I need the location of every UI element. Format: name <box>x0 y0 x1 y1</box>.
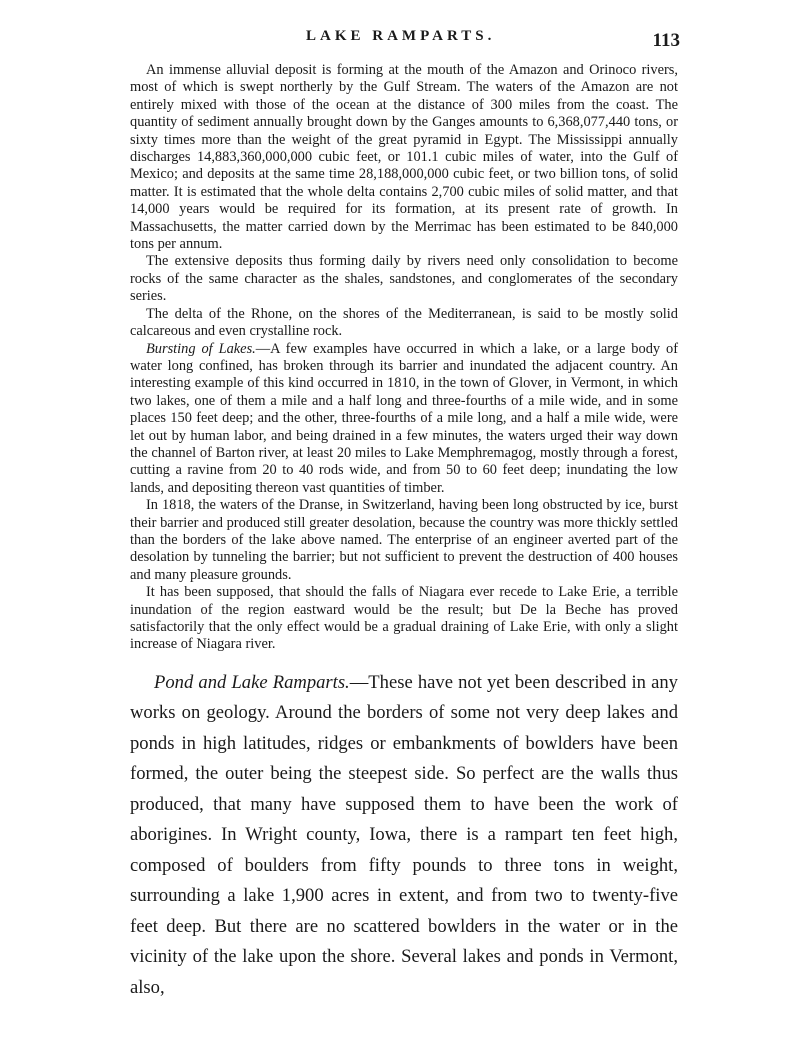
paragraph-rhone-delta: The delta of the Rhone, on the shores of the Mediterranean, is said to be mostly solid calcareous and even crystalline rock. <box>130 305 678 340</box>
paragraph-dranse: In 1818, the waters of the Dranse, in Switzerland, having been long obstructed by ice, burst their barrier and produced still greater desolation, because the country was more thickly settled than the borders of the lake above named. The enterprise of an engineer averted part of the desolation by tunneling the barrier; but not sufficient to prevent the destruction of 400 houses and many pleasure grounds. <box>130 497 678 583</box>
section-heading-lake-ramparts: Pond and Lake Ramparts. <box>154 671 350 693</box>
lake-ramparts-text: —These have not yet been described in any works on geology. Around the borders of some not very deep lakes and ponds in high latitudes, ridges or embankments of bowlders have been formed, the outer being the steepest side. So perfect are the walls thus produced, that many have supposed them to have been the work of aborigines. In Wright county, Iowa, there is a rampart ten feet high, composed of boulders from fifty pounds to three tons in weight, surrounding a lake 1,900 acres in extent, and from two to twenty-five feet deep. But there are no scattered bowlders in the water or in the vicinity of the lake upon the shore. Several lakes and ponds in Vermont, also, <box>130 671 678 998</box>
page-number: 113 <box>652 30 680 51</box>
page-body <box>130 62 678 1003</box>
paragraph-bursting-of-lakes <box>130 341 678 498</box>
paragraph-lake-ramparts <box>130 668 678 1004</box>
paragraph-alluvial-deposits: An immense alluvial deposit is forming at the mouth of the Amazon and Orinoco rivers, most of which is swept northerly by the Gulf Stream. The waters of the Amazon are not entirely mixed with those of the ocean at the distance of 300 miles from the coast. The quantity of sediment annually brought down by the Ganges amounts to 6,368,077,440 tons, or sixty times more than the weight of the great pyramid in Egypt. The Mississippi annually discharges 14,883,360,000,000 cubic feet, or 101.1 cubic miles of water, into the Gulf of Mexico; and deposits at the same time 28,188,000,000 cubic feet, or two billion tons, of solid matter. It is estimated that the whole delta contains 2,700 cubic miles of solid matter, and that 14,000 years would be required for its formation, at its present rate of growth. In Massachusetts, the matter carried down by the Merrimac has been estimated to be 840,000 tons per annum. <box>130 62 678 253</box>
section-heading-bursting-of-lakes: Bursting of Lakes. <box>146 340 256 357</box>
page-header <box>130 28 680 52</box>
small-type-section <box>130 62 678 654</box>
large-type-section <box>130 668 678 1004</box>
bursting-of-lakes-text: —A few examples have occurred in which a lake, or a large body of water long confined, has broken through its barrier and inundated the adjacent country. An interesting example of this kind occurred in 1810, in the town of Glover, in Vermont, in which two lakes, one of them a mile and a half long and three-fourths of a mile wide, and in some places 150 feet deep; and the other, three-fourths of a mile long, and a half a mile wide, were let out by human labor, and being drained in a few minutes, the waters urged their way down the channel of Barton river, at least 20 miles to Lake Memphremagog, mostly through a forest, cutting a ravine from 20 to 40 rods wide, and from 50 to 60 feet deep; inundating the low lands, and depositing thereon vast quantities of timber. <box>130 340 678 496</box>
paragraph-niagara: It has been supposed, that should the falls of Niagara ever recede to Lake Erie, a terrible inundation of the region eastward would be the result; but De la Beche has proved satisfactorily that the only effect would be a gradual draining of Lake Erie, with only a slight increase of Niagara river. <box>130 584 678 653</box>
paragraph-consolidation: The extensive deposits thus forming daily by rivers need only consolidation to become rocks of the same character as the shales, sandstones, and conglomerates of the secondary series. <box>130 253 678 305</box>
running-head: LAKE RAMPARTS. <box>306 28 496 44</box>
